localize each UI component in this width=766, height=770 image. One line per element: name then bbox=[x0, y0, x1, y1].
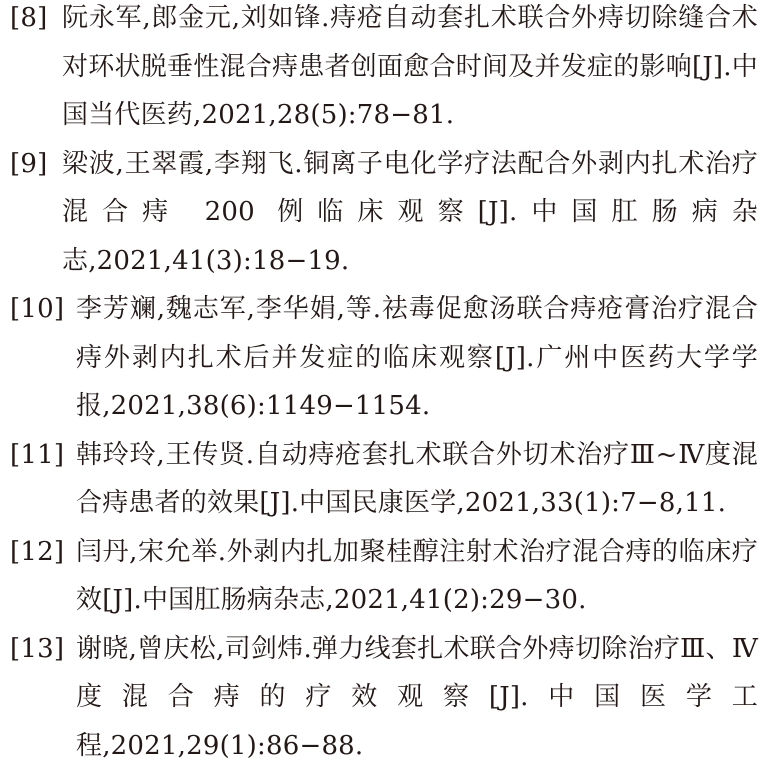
reference-item-10 bbox=[0, 285, 766, 431]
reference-number: [9] bbox=[10, 140, 47, 189]
reference-item-11 bbox=[0, 431, 766, 528]
reference-text: 李芳斓,魏志军,李华娟,等.祛毒促愈汤联合痔疮膏治疗混合痔外剥内扎术后并发症的临床观察[J].广州中医药大学学报,2021,38(6):1149−1154. bbox=[76, 294, 758, 421]
reference-item-8 bbox=[0, 0, 766, 140]
reference-text: 韩玲玲,王传贤.自动痔疮套扎术联合外切术治疗Ⅲ~Ⅳ度混合痔患者的效果[J].中国民康医学,2021,33(1):7−8,11. bbox=[76, 440, 758, 519]
reference-number: [11] bbox=[10, 431, 64, 480]
reference-text: 梁波,王翠霞,李翔飞.铜离子电化学疗法配合外剥内扎术治疗混合痔 200 例临床观察[J].中国肛肠病杂志,2021,41(3):18−19. bbox=[62, 149, 758, 276]
reference-text: 阮永军,郎金元,刘如锋.痔疮自动套扎术联合外痔切除缝合术对环状脱垂性混合痔患者创面愈合时间及并发症的影响[J].中国当代医药,2021,28(5):78−81. bbox=[62, 3, 758, 130]
reference-item-13 bbox=[0, 625, 766, 770]
reference-item-12 bbox=[0, 528, 766, 625]
reference-text: 谢晓,曾庆松,司剑炜.弹力线套扎术联合外痔切除治疗Ⅲ、Ⅳ度混合痔的疗效观察[J].中国医学工程,2021,29(1):86−88. bbox=[76, 634, 758, 761]
reference-text: 闫丹,宋允举.外剥内扎加聚桂醇注射术治疗混合痔的临床疗效[J].中国肛肠病杂志,2021,41(2):29−30. bbox=[76, 537, 758, 616]
reference-number: [10] bbox=[10, 285, 64, 334]
reference-number: [13] bbox=[10, 625, 64, 674]
reference-number: [8] bbox=[10, 0, 47, 43]
reference-number: [12] bbox=[10, 528, 64, 577]
reference-item-9 bbox=[0, 140, 766, 286]
